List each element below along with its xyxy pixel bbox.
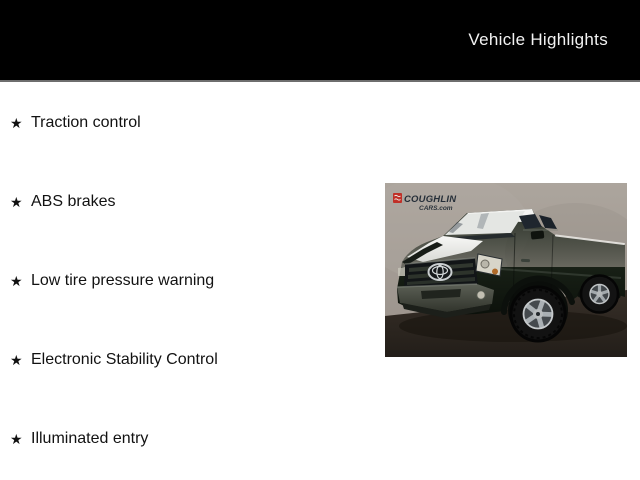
list-item-label: Illuminated entry	[31, 429, 149, 447]
list-item-label: Traction control	[31, 114, 141, 132]
list-item	[10, 431, 390, 447]
star-bullet-icon: ★	[10, 272, 23, 289]
list-item-label: ABS brakes	[31, 193, 116, 211]
star-bullet-icon: ★	[10, 351, 23, 368]
highlights-list	[0, 84, 390, 478]
header-bar	[0, 0, 640, 82]
front-wheel	[511, 287, 565, 341]
rear-wheel	[581, 276, 618, 313]
star-bullet-icon: ★	[10, 194, 23, 211]
list-item	[10, 194, 390, 210]
toyota-emblem	[429, 264, 452, 280]
far-headlight	[398, 267, 405, 276]
list-item-label: Electronic Stability Control	[31, 350, 218, 368]
side-mirror	[531, 230, 545, 239]
list-item-label: Low tire pressure warning	[31, 271, 215, 289]
star-bullet-icon: ★	[10, 115, 23, 132]
dealer-logo-icon	[393, 193, 402, 203]
vehicle-photo	[385, 183, 627, 357]
star-bullet-icon: ★	[10, 430, 23, 447]
page-title: Vehicle Highlights	[468, 30, 608, 49]
watermark-dealer-site: CARS.com	[419, 205, 453, 212]
list-item	[10, 115, 390, 131]
list-item	[10, 352, 390, 368]
watermark-dealer-name: COUGHLIN	[404, 194, 457, 205]
list-item	[10, 273, 390, 289]
